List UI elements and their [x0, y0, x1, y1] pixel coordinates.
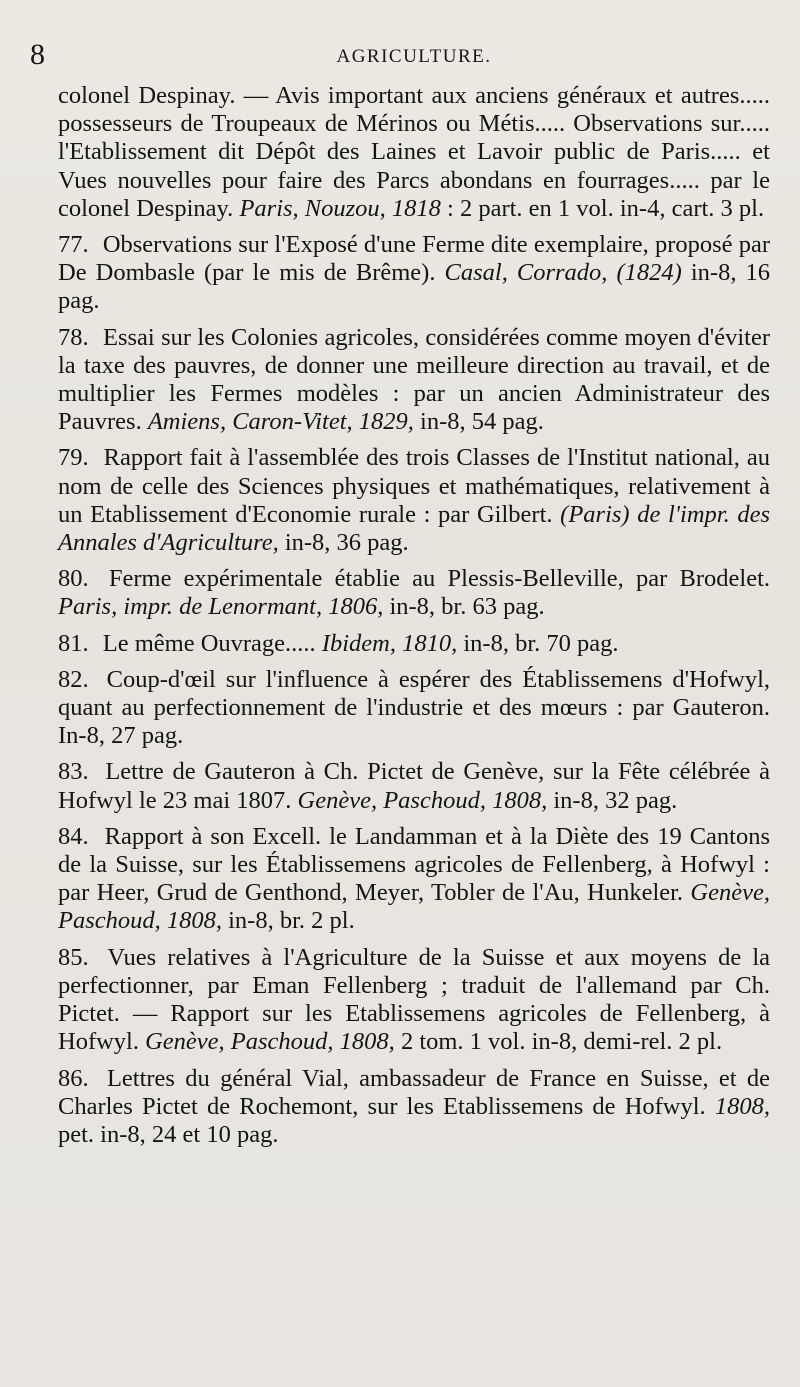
entry-number: 84. [58, 822, 89, 850]
catalog-entry [58, 666, 770, 751]
entry-number: 86. [58, 1064, 89, 1092]
entry-number: 83. [58, 758, 89, 786]
entry-imprint: Casal, Corrado, (1824) [444, 259, 682, 287]
entry-imprint: Genève, Paschoud, 1808, [145, 1028, 395, 1056]
entry-details: in-8, 32 pag. [553, 786, 678, 814]
entry-number: 80. [58, 565, 89, 593]
entry-details: in-8, 36 pag. [284, 529, 409, 557]
entry-number: 78. [58, 323, 89, 351]
entry-text: Lettres du général Vial, ambassadeur de France en Suisse, et de Charles Pictet de Rochemont, sur les Etablissemens de Hofwyl. [58, 1064, 771, 1120]
catalog-entry [58, 82, 770, 223]
entry-imprint: Ibidem, 1810, [321, 629, 458, 657]
running-title: AGRICULTURE. [336, 46, 492, 67]
entry-details: in-8, 54 pag. [420, 408, 544, 436]
catalog-entry [58, 324, 770, 437]
entry-number: 79. [58, 444, 89, 472]
page-header [30, 36, 770, 76]
catalog-entry [58, 630, 770, 658]
catalog-entry [58, 1065, 770, 1150]
entry-text: colonel Despinay. — Avis important aux anciens généraux et autres..... possesseurs de Troupeaux de Mérinos ou Métis..... Observations sur..... l'Etablissement dit Dépôt des Laines et Lavoir public de Paris..... et Vues nouvelles pour faire des Parcs abondans en fourrages..... par le colonel Despinay. [58, 82, 770, 222]
entry-imprint: Genève, Paschoud, 1808, [297, 786, 548, 814]
catalog-entry [58, 944, 770, 1057]
entry-text: Observations sur l'Exposé d'une Ferme dite exemplaire, proposé par De Dombasle (par le mis de Brême). [58, 231, 770, 287]
entry-number: 77. [58, 231, 89, 259]
catalog-entry [58, 823, 770, 936]
entry-imprint: Amiens, Caron-Vitet, 1829, [147, 408, 414, 436]
entry-number: 85. [58, 943, 89, 971]
entry-number: 81. [58, 629, 89, 657]
catalog-entries [58, 82, 770, 1149]
entry-details: in-8, 16 pag. [58, 259, 771, 315]
entry-text: Ferme expérimentale établie au Plessis-Belleville, par Brodelet. [108, 565, 770, 593]
entry-details: in-8, br. 2 pl. [228, 907, 355, 935]
entry-details: : 2 part. en 1 vol. in-4, cart. 3 pl. [447, 194, 765, 222]
entry-details: In-8, 27 pag. [58, 722, 184, 750]
entry-imprint: (Paris) de l'impr. des Annales d'Agriculture, [58, 500, 771, 557]
catalog-entry [58, 565, 770, 621]
catalog-entry [58, 231, 770, 316]
catalog-entry [58, 444, 770, 557]
entry-details: in-8, br. 63 pag. [389, 593, 545, 621]
entry-text: Lettre de Gauteron à Ch. Pictet de Genève, sur la Fête célébrée à Hofwyl le 23 mai 1807. [58, 758, 770, 814]
catalog-entry [58, 758, 770, 814]
entry-text: Rapport à son Excell. le Landamman et à la Diète des 19 Cantons de la Suisse, sur les Établissemens agricoles de Fellenberg, à Hofwyl : par Heer, Grud de Genthond, Meyer, Tobler de l'Au, Hunkeler. [58, 822, 771, 907]
entry-details: in-8, br. 70 pag. [463, 629, 619, 657]
entry-imprint: Genève, Paschoud, 1808, [58, 879, 770, 935]
entry-details: 2 tom. 1 vol. in-8, demi-rel. 2 pl. [400, 1028, 723, 1056]
entry-text: Vues relatives à l'Agriculture de la Suisse et aux moyens de la perfectionner, par Eman Fellenberg ; traduit de l'allemand par Ch. Pictet. — Rapport sur les Etablissemens agricoles de Fellenberg, à Hofwyl. [58, 943, 771, 1056]
entry-text: Coup-d'œil sur l'influence à espérer des Établissemens d'Hofwyl, quant au perfectionnement de l'industrie et des mœurs : par Gauteron. [58, 665, 771, 722]
entry-imprint: 1808, [714, 1092, 770, 1120]
entry-text: Essai sur les Colonies agricoles, considérées comme moyen d'éviter la taxe des pauvres, de donner une meilleure direction au travail, et de multiplier les Fermes modèles : par un ancien Administrateur des Pauvres. [58, 323, 770, 436]
entry-number: 82. [58, 665, 89, 693]
entry-details: pet. in-8, 24 et 10 pag. [58, 1120, 279, 1148]
entry-imprint: Paris, Nouzou, 1818 [239, 194, 441, 222]
entry-text: Rapport fait à l'assemblée des trois Classes de l'Institut national, au nom de celle des Sciences physiques et mathématiques, relativement à un Etablissement d'Economie rurale : par Gilbert. [58, 444, 771, 528]
page-number: 8 [30, 38, 45, 71]
entry-text: Le même Ouvrage..... [102, 629, 316, 657]
entry-imprint: Paris, impr. de Lenormant, 1806, [58, 593, 384, 621]
